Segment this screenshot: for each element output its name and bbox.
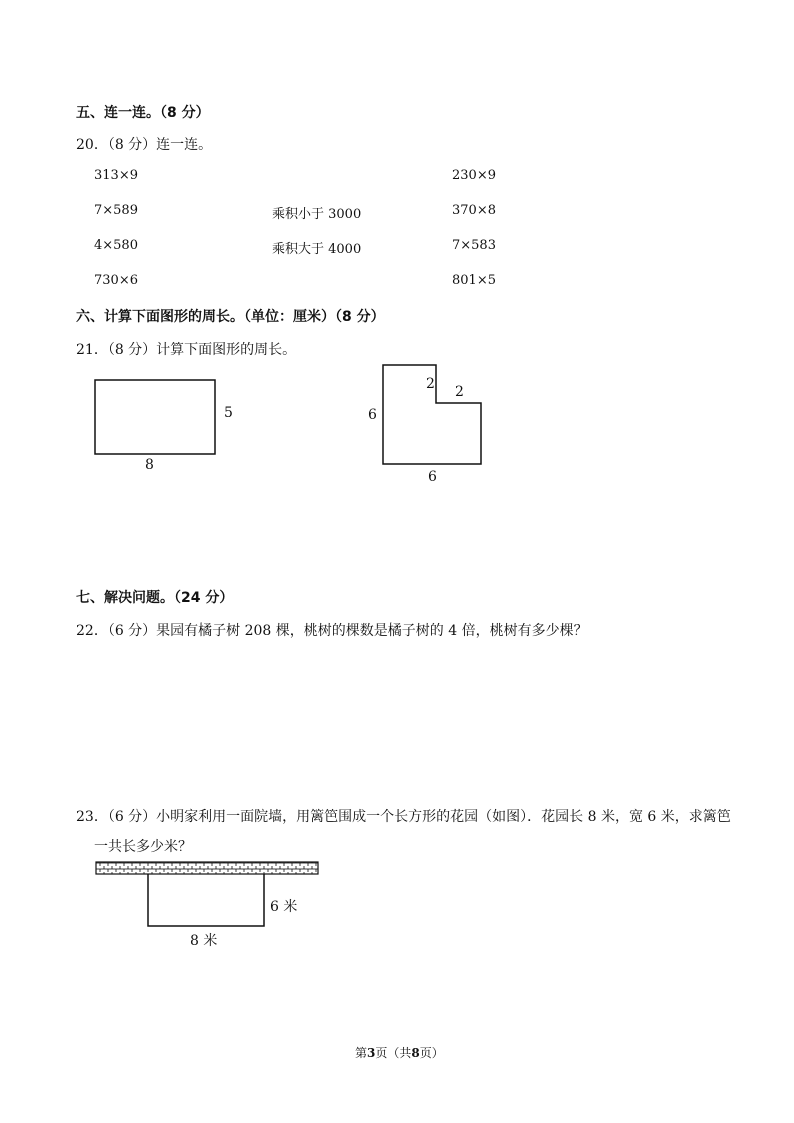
lshape-width-label: 6 bbox=[428, 469, 437, 485]
right-item-3: 7×583 bbox=[452, 238, 496, 253]
left-item-2: 7×589 bbox=[94, 203, 138, 218]
rectangle-shape bbox=[95, 380, 215, 454]
garden-length-label: 8 米 bbox=[190, 933, 218, 949]
footer-page-number: 3 bbox=[367, 1046, 376, 1060]
left-item-4: 730×6 bbox=[94, 273, 138, 288]
lshape-notch-vertical-label: 2 bbox=[426, 376, 435, 392]
rect-width-label: 8 bbox=[145, 457, 154, 473]
section5-heading: 五、连一连。（8 分） bbox=[76, 105, 210, 121]
question-23-line2: 一共长多少米？ bbox=[94, 839, 192, 855]
wall bbox=[96, 862, 318, 874]
left-item-1: 313×9 bbox=[94, 168, 138, 183]
garden-width-label: 6 米 bbox=[270, 899, 298, 915]
question-20: 20．（8 分）连一连。 bbox=[76, 137, 213, 153]
lshape-notch-horizontal-label: 2 bbox=[455, 384, 464, 400]
question-23-line1: 23．（6 分）小明家利用一面院墙，用篱笆围成一个长方形的花园（如图）．花园长 8 米，宽 6 米，求篱笆 bbox=[76, 809, 731, 825]
footer-suffix: 页） bbox=[419, 1046, 444, 1060]
question-22: 22．（6 分）果园有橘子树 208 棵，桃树的棵数是橘子树的 4 倍，桃树有多少棵？ bbox=[76, 623, 588, 639]
right-item-2: 370×8 bbox=[452, 203, 496, 218]
right-item-1: 230×9 bbox=[452, 168, 496, 183]
fence bbox=[148, 874, 264, 926]
lshape-height-label: 6 bbox=[368, 407, 377, 423]
rectangle-figure bbox=[94, 379, 216, 455]
section7-heading: 七、解决问题。（24 分） bbox=[76, 590, 234, 606]
page-footer bbox=[355, 1044, 444, 1061]
right-item-4: 801×5 bbox=[452, 273, 496, 288]
left-item-3: 4×580 bbox=[94, 238, 138, 253]
middle-item-2: 乘积大于 4000 bbox=[272, 242, 362, 257]
rect-height-label: 5 bbox=[224, 405, 233, 421]
section6-heading: 六、计算下面图形的周长。（单位：厘米）（8 分） bbox=[76, 309, 385, 325]
question-21: 21．（8 分）计算下面图形的周长。 bbox=[76, 342, 297, 358]
footer-prefix: 第 bbox=[355, 1046, 368, 1060]
middle-item-1: 乘积小于 3000 bbox=[272, 207, 362, 222]
footer-total-pages: 8 bbox=[411, 1046, 420, 1060]
footer-middle: 页（共 bbox=[375, 1046, 412, 1060]
garden-figure bbox=[94, 860, 320, 930]
